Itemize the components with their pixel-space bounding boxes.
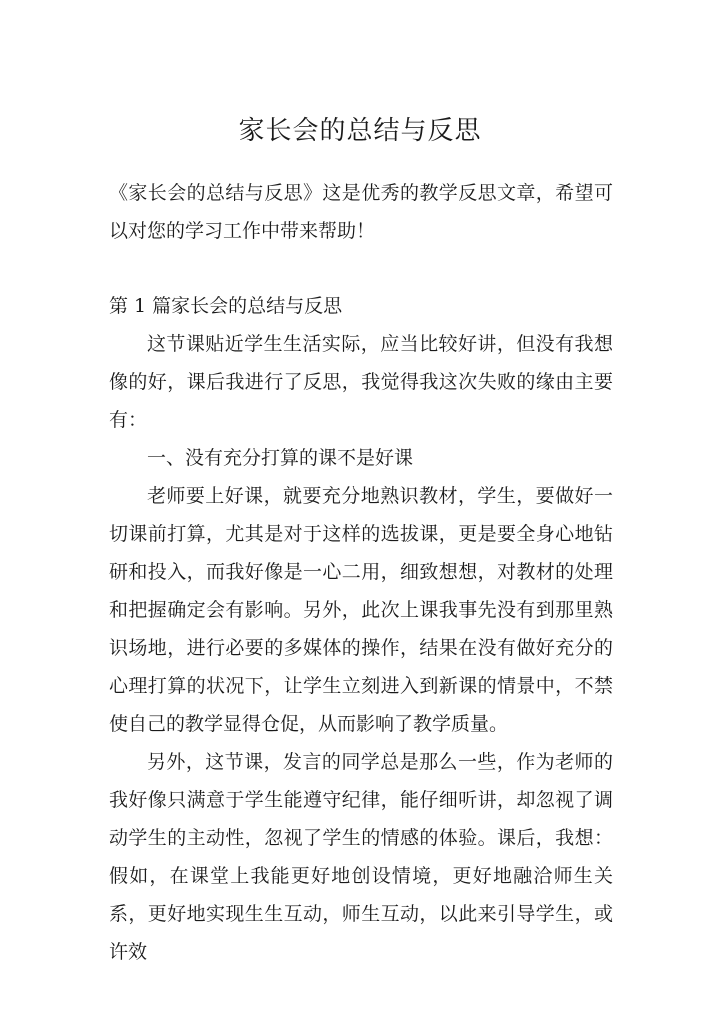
paragraph-3: 另外，这节课，发言的同学总是那么一些，作为老师的我好像只满意于学生能遵守纪律，能仔细听讲，却忽视了调动学生的主动性，忽视了学生的情感的体验。课后，我想：假如，在课堂上我能更好地创设情境，更好地融洽师生关系，更好地实现生生互动，师生互动，以此来引导学生，或许效 [109,751,613,963]
subheading-1: 一、没有充分打算的课不是好课 [147,447,414,469]
section-heading: 第 1 篇家长会的总结与反思 [109,295,343,317]
intro-paragraph [109,174,613,250]
article-body [109,287,613,971]
intro-text: 《家长会的总结与反思》这是优秀的教学反思文章，希望可以对您的学习工作中带来帮助！ [109,182,613,242]
page-title: 家长会的总结与反思 [238,116,482,146]
paragraph-1: 这节课贴近学生生活实际，应当比较好讲，但没有我想像的好，课后我进行了反思，我觉得我这次失败的缘由主要有： [109,333,613,431]
paragraph-2: 老师要上好课，就要充分地熟识教材，学生，要做好一切课前打算，尤其是对于这样的选拔课，更是要全身心地钻研和投入，而我好像是一心二用，细致想想，对教材的处理和把握确定会有影响。另外，此次上课我事先没有到那里熟识场地，进行必要的多媒体的操作，结果在没有做好充分的心理打算的状况下，让学生立刻进入到新课的情景中，不禁使自己的教学显得仓促，从而影响了教学质量。 [109,485,613,735]
